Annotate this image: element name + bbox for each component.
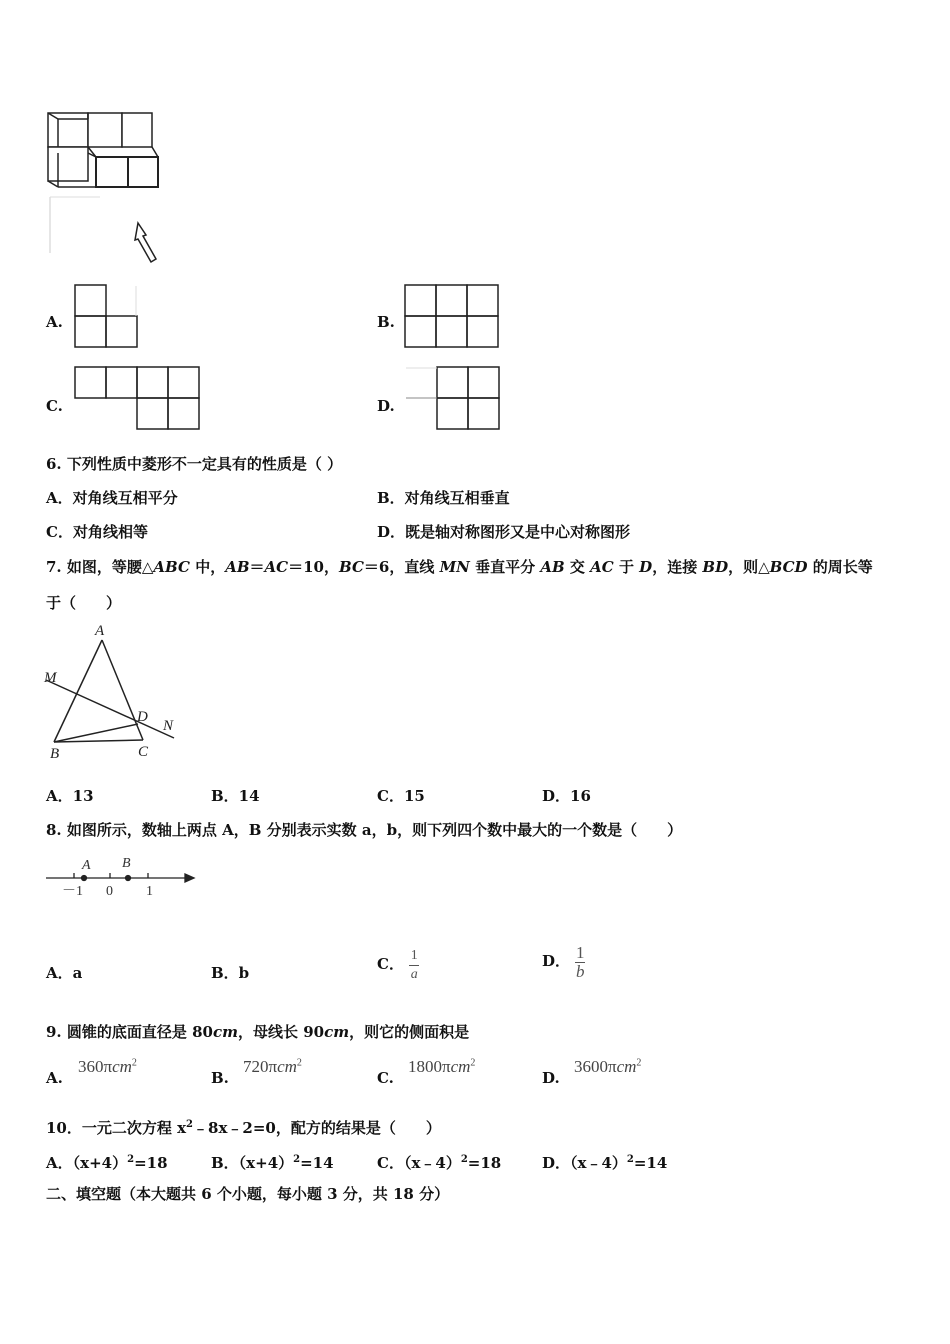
q8-option-c-fraction: $\frac{1}{a}$ [410, 947, 418, 982]
q10-option-a[interactable]: A．$(x+4)^2=18$ [46, 1154, 168, 1172]
q10-option-b[interactable]: B．$(x+4)^2=14$ [211, 1154, 334, 1172]
number-line-tick-1: 1 [146, 884, 153, 899]
q7-option-c[interactable]: C．15 [377, 787, 425, 805]
q8-option-b[interactable]: B．b [211, 964, 250, 982]
q9-option-c[interactable]: C. [377, 1069, 394, 1087]
q9-option-b[interactable]: B. [211, 1069, 229, 1087]
q8-option-d[interactable]: D． $\frac{1}{b}$ [542, 942, 585, 981]
q7-option-b[interactable]: B．14 [211, 787, 260, 805]
q5-option-b-label[interactable]: B. [377, 313, 395, 331]
q7-stem: 7. 如图，等腰△ABC 中，AB＝AC＝10，BC＝6，直线 MN 垂直平分 AB 交 AC 于 D，连接 BD，则△BCD 的周长等 [46, 558, 873, 576]
q5-option-c-label[interactable]: C. [46, 397, 63, 415]
number-line-tick-0: 0 [106, 884, 113, 899]
number-line-tick-neg1: －1 [62, 884, 83, 899]
q5-option-a-label[interactable]: A. [46, 313, 63, 331]
q10-option-d[interactable]: D．（x﹣4）$^2$=14 [542, 1154, 668, 1172]
q6-option-c[interactable]: C．对角线相等 [46, 523, 148, 541]
q6-option-d[interactable]: D．既是轴对称图形又是中心对称图形 [377, 523, 631, 541]
q8-stem: 8. 如图所示，数轴上两点 A，B 分别表示实数 a，b，则下列四个数中最大的一个数是（ ） [46, 821, 683, 839]
triangle-label-c: C [138, 744, 149, 760]
q5-option-d-view [404, 366, 502, 432]
number-line-label-a: A [82, 858, 91, 873]
q5-option-c-view [74, 366, 202, 432]
q9-option-d[interactable]: D. [542, 1069, 560, 1087]
q9-option-b-value: 720πcm$^2$ [243, 1057, 302, 1076]
q7-stem-line2: 于（ ） [46, 594, 122, 612]
q9-stem: 9. 圆锥的底面直径是 80cm，母线长 90cm，则它的侧面积是 [46, 1023, 470, 1041]
q5-option-b-view [404, 284, 500, 350]
q9-option-a[interactable]: A. [46, 1069, 63, 1087]
q6-option-a[interactable]: A．对角线互相平分 [46, 489, 178, 507]
triangle-label-n: N [163, 718, 174, 734]
q10-option-c[interactable]: C．（x﹣4）$^2$=18 [377, 1154, 502, 1172]
q5-option-d-label[interactable]: D. [377, 397, 395, 415]
triangle-label-m: M [44, 670, 57, 686]
number-line-label-b: B [122, 856, 131, 871]
triangle-figure [40, 620, 190, 765]
triangle-label-b: B [50, 746, 60, 762]
q8-option-d-fraction: $\frac{1}{b}$ [576, 942, 585, 981]
q5-option-a-view [74, 284, 138, 350]
q10-stem: 10．一元二次方程 $x^2﹣8x﹣2=0$，配方的结果是（ ） [46, 1119, 441, 1137]
q9-option-a-value: 360πcm$^2$ [78, 1057, 137, 1076]
triangle-label-d: D [137, 709, 148, 725]
q6-stem: 6. 下列性质中菱形不一定具有的性质是（ ） [46, 455, 343, 473]
triangle-label-a: A [95, 623, 105, 639]
q7-option-d[interactable]: D．16 [542, 787, 591, 805]
q7-option-a[interactable]: A．13 [46, 787, 94, 805]
q8-option-c[interactable]: C． $\frac{1}{a}$ [377, 947, 418, 982]
q9-option-c-value: 1800πcm$^2$ [408, 1057, 476, 1076]
cube-solid-figure [40, 105, 170, 270]
q6-option-b[interactable]: B．对角线互相垂直 [377, 489, 510, 507]
number-line-figure [44, 852, 200, 900]
section-2-heading: 二、填空题（本大题共 6 个小题，每小题 3 分，共 18 分） [46, 1185, 450, 1203]
q8-option-a[interactable]: A．a [46, 964, 83, 982]
q9-option-d-value: 3600πcm$^2$ [574, 1057, 642, 1076]
